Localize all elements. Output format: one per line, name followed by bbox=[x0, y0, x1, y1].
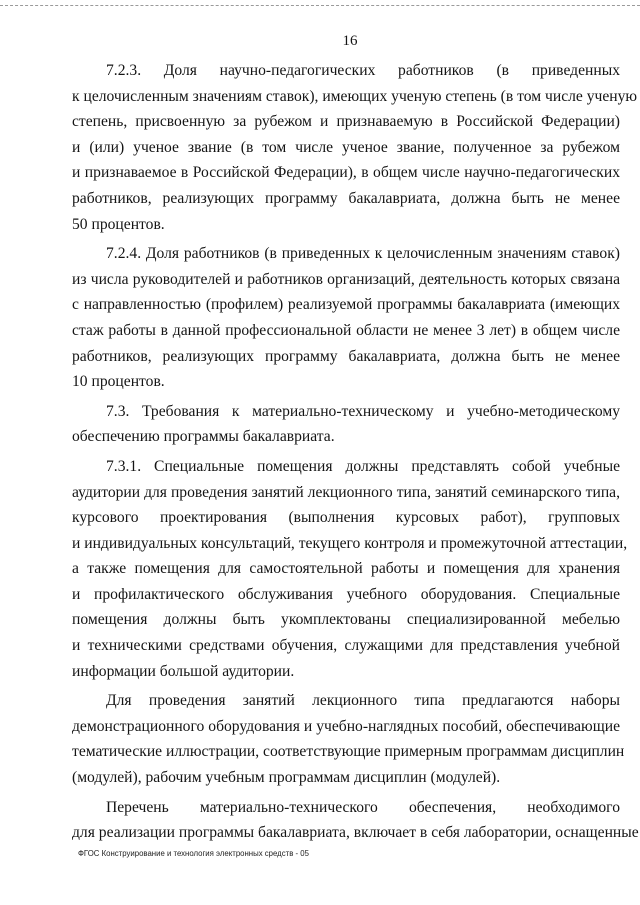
text-line: информации большой аудитории. bbox=[72, 662, 295, 680]
text-line: Для проведения занятий лекционного типа предлагаются наборы bbox=[106, 692, 620, 710]
text-line: и признаваемое в Российской Федерации), в общем числе научно-педагогических bbox=[72, 164, 620, 182]
text-line: для реализации программы бакалавриата, включает в себя лаборатории, оснащенные bbox=[72, 824, 639, 842]
text-line: демонстрационного оборудования и учебно-наглядных пособий, обеспечивающие bbox=[72, 717, 620, 735]
text-line: и техническими средствами обучения, служащими для представления учебной bbox=[72, 637, 620, 655]
text-line: Перечень материально-технического обеспечения, необходимого bbox=[106, 798, 620, 816]
text-line: к целочисленным значениям ставок), имеющих ученую степень (в том числе ученую bbox=[72, 87, 638, 105]
text-line: обеспечению программы бакалавриата. bbox=[72, 428, 335, 446]
text-line: из числа руководителей и работников организаций, деятельность которых связана bbox=[72, 270, 620, 288]
scan-top-edge bbox=[0, 5, 640, 6]
paragraph-p73 bbox=[72, 399, 620, 450]
text-line: тематические иллюстрации, соответствующие примерным программам дисциплин bbox=[72, 743, 625, 761]
text-line: 10 процентов. bbox=[72, 373, 165, 391]
document-body bbox=[72, 58, 639, 846]
paragraph-p724 bbox=[72, 241, 620, 395]
paragraph-p_lect bbox=[72, 688, 625, 790]
page-number: 16 bbox=[342, 33, 358, 49]
paragraph-p723 bbox=[72, 58, 638, 237]
text-line: 7.2.3. Доля научно-педагогических работников (в приведенных bbox=[106, 62, 620, 79]
paragraph-p731 bbox=[72, 454, 628, 684]
text-line: 7.2.4. Доля работников (в приведенных к целочисленным значениям ставок) bbox=[106, 245, 620, 263]
text-line: аудитории для проведения занятий лекционного типа, занятий семинарского типа, bbox=[72, 483, 620, 501]
text-line: и индивидуальных консультаций, текущего контроля и промежуточной аттестации, bbox=[72, 534, 628, 552]
text-line: 50 процентов. bbox=[72, 215, 165, 233]
text-line: работников, реализующих программу бакалавриата, должна быть не менее bbox=[72, 347, 620, 365]
paragraph-p_list bbox=[72, 795, 639, 846]
text-line: работников, реализующих программу бакалавриата, должна быть не менее bbox=[72, 189, 620, 207]
text-line: и профилактического обслуживания учебного оборудования. Специальные bbox=[72, 585, 620, 603]
text-line: и (или) ученое звание (в том числе ученое звание, полученное за рубежом bbox=[72, 138, 620, 156]
text-line: (модулей), рабочим учебным программам дисциплин (модулей). bbox=[72, 769, 501, 787]
text-line: 7.3.1. Специальные помещения должны представлять собой учебные bbox=[106, 457, 620, 475]
text-line: курсового проектирования (выполнения курсовых работ), групповых bbox=[72, 509, 620, 527]
text-line: с направленностью (профилем) реализуемой программы бакалавриата (имеющих bbox=[72, 296, 620, 314]
text-line: 7.3. Требования к материально-техническому и учебно-методическому bbox=[106, 402, 620, 420]
page-footer: ФГОС Конструирование и технология электронных средств - 05 bbox=[78, 849, 309, 858]
text-line: стаж работы в данной профессиональной области не менее 3 лет) в общем числе bbox=[72, 321, 620, 339]
text-line: а также помещения для самостоятельной работы и помещения для хранения bbox=[72, 560, 620, 578]
text-line: помещения должны быть укомплектованы специализированной мебелью bbox=[72, 611, 620, 629]
text-line: степень, присвоенную за рубежом и признаваемую в Российской Федерации) bbox=[72, 113, 620, 131]
